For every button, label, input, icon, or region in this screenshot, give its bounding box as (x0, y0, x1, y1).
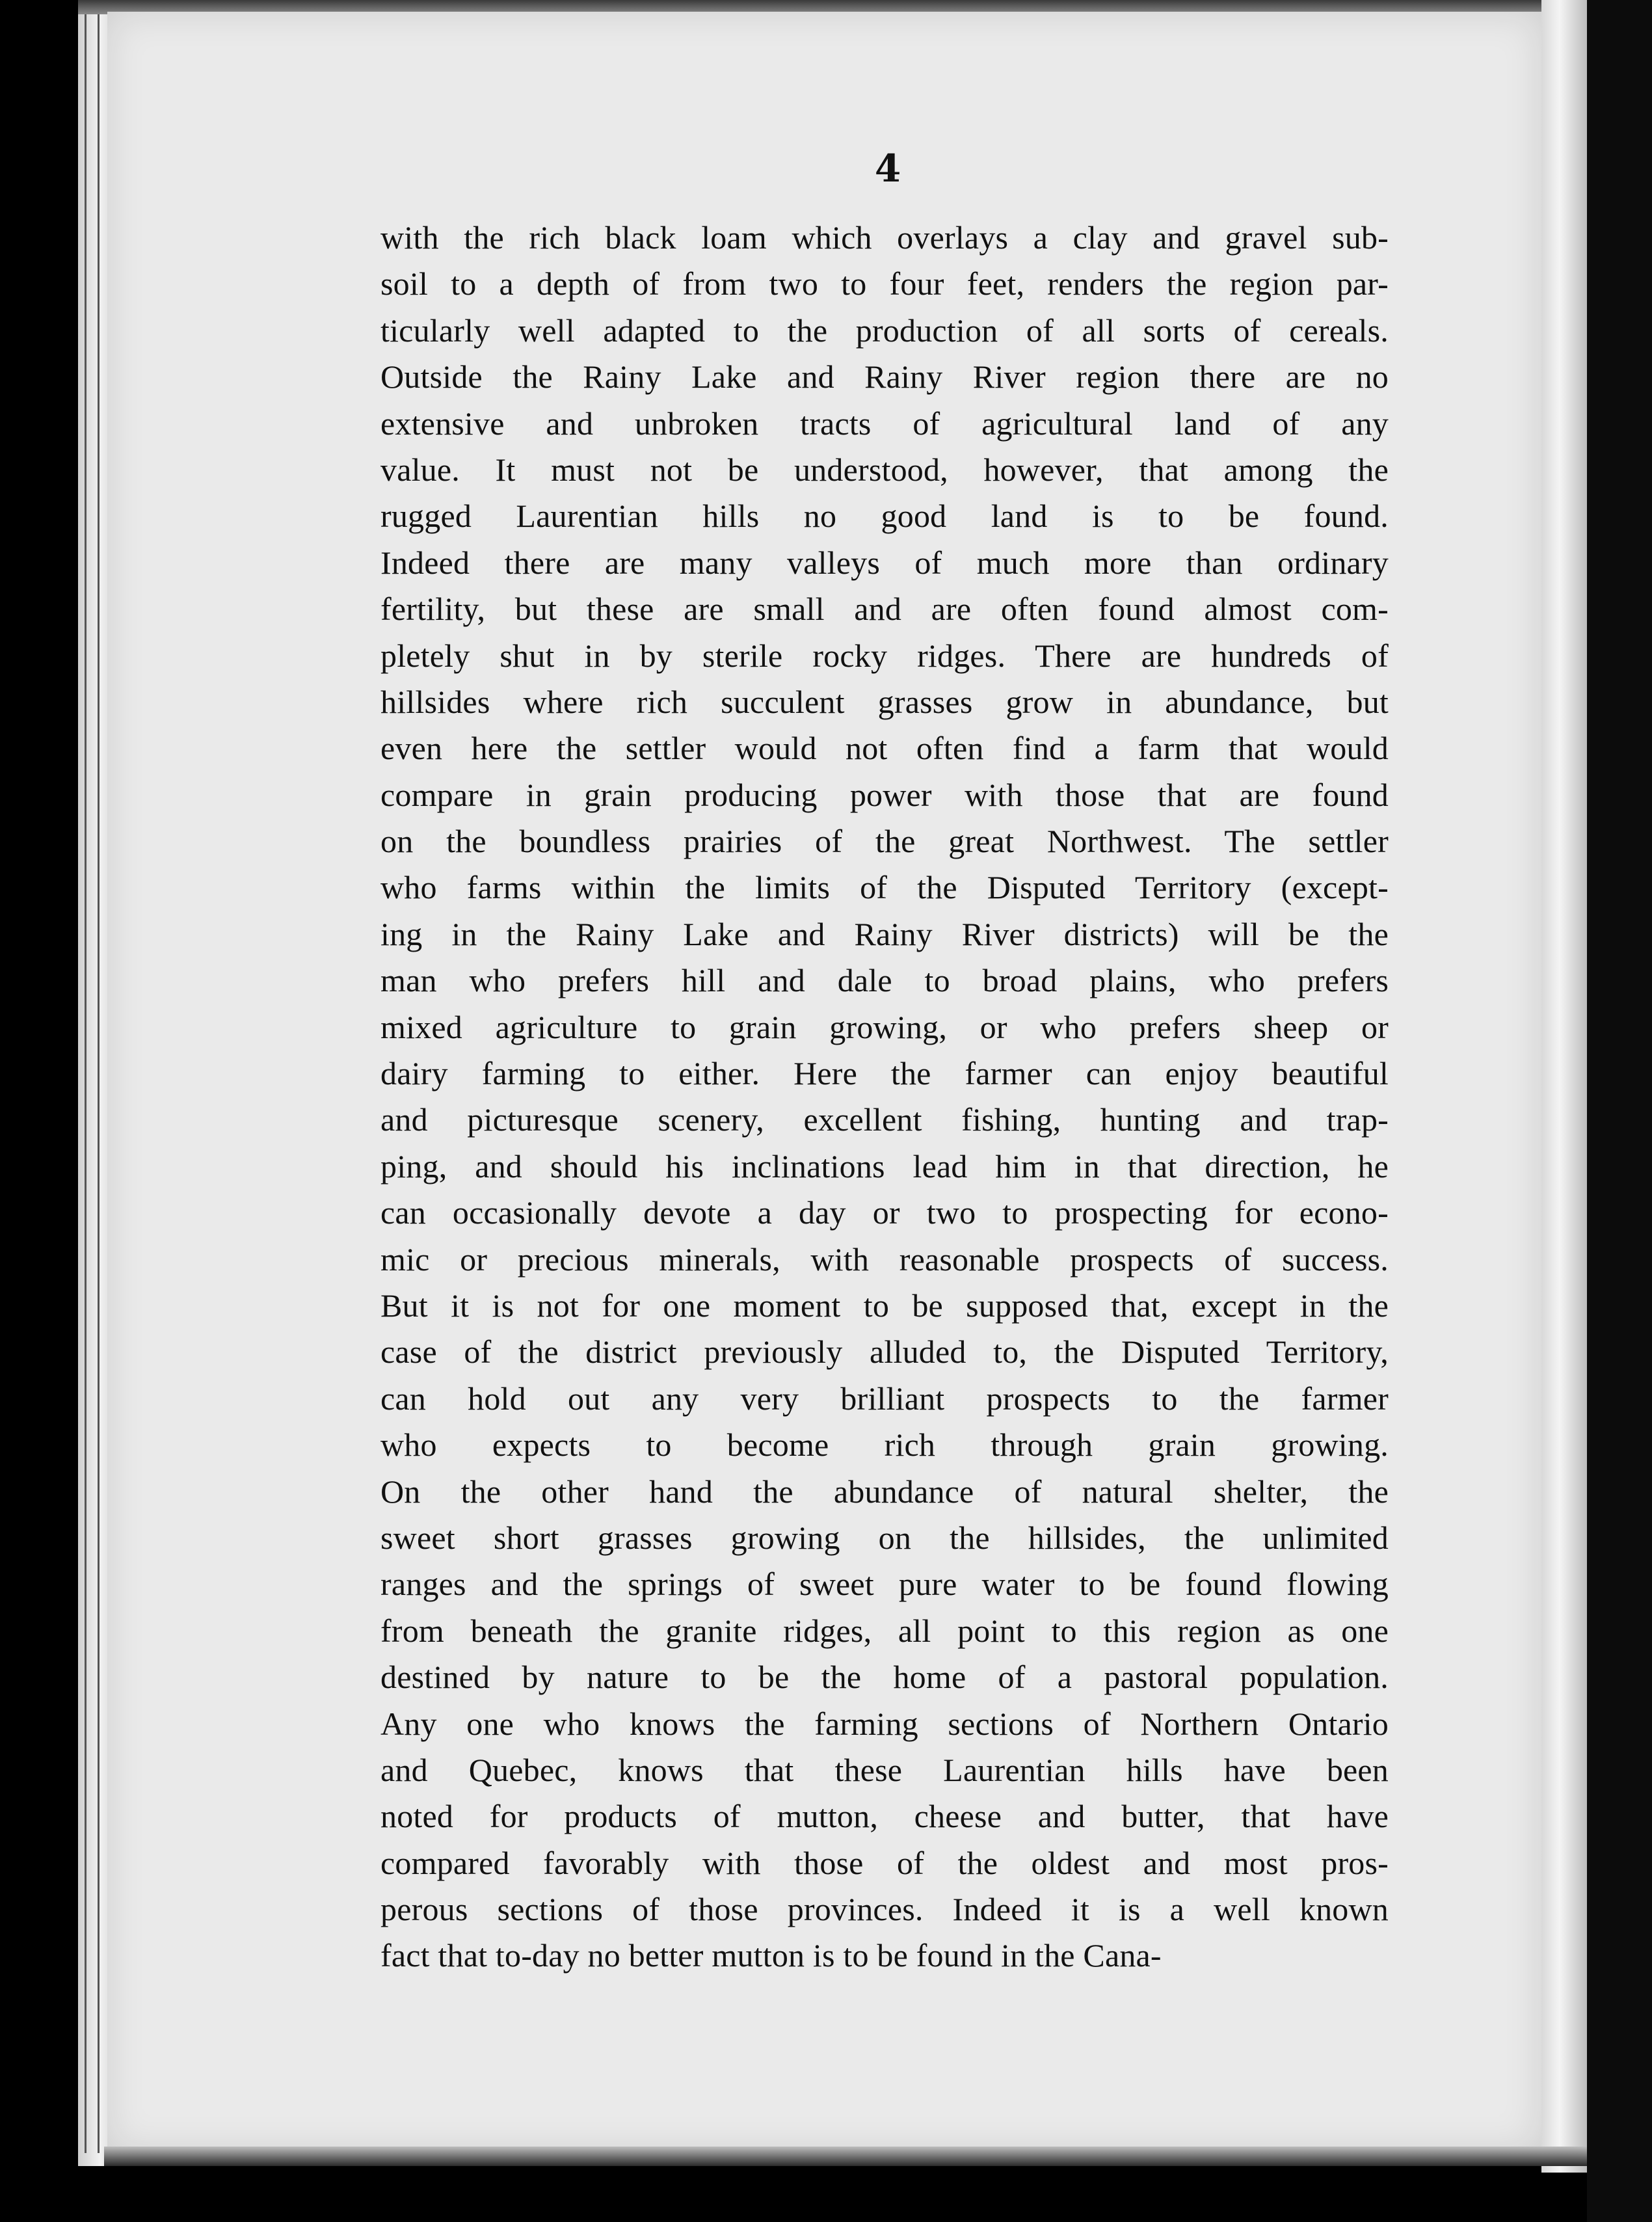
text-line: soil to a depth of from two to four feet, renders the region par- (380, 265, 1389, 302)
text-line: pletely shut in by sterile rocky ridges. There are hundreds of (380, 637, 1389, 674)
body-text (380, 215, 1389, 1979)
text-line: and picturesque scenery, excellent fishing, hunting and trap- (380, 1101, 1389, 1138)
text-line: man who prefers hill and dale to broad plains, who prefers (380, 962, 1389, 999)
page-number: 4 (874, 146, 901, 191)
text-line: ping, and should his inclinations lead him in that direction, he (380, 1147, 1389, 1185)
text-line: hillsides where rich succulent grasses grow in abundance, but (380, 683, 1389, 720)
text-line: and Quebec, knows that these Laurentian hills have been (380, 1751, 1389, 1788)
text-line: noted for products of mutton, cheese and butter, that have (380, 1798, 1389, 1835)
text-line: compare in grain producing power with those that are found (380, 776, 1389, 813)
text-line: fertility, but these are small and are often found almost com- (380, 591, 1389, 628)
text-line: rugged Laurentian hills no good land is to be found. (380, 498, 1389, 535)
text-line: can occasionally devote a day or two to prospecting for econo- (380, 1194, 1389, 1231)
text-line: mixed agriculture to grain growing, or who prefers sheep or (380, 1008, 1389, 1045)
text-line: ticularly well adapted to the production of all sorts of cereals. (380, 312, 1389, 349)
scan-background-right (1587, 0, 1652, 2222)
text-line: Indeed there are many valleys of much more than ordinary (380, 544, 1389, 581)
text-line: ing in the Rainy Lake and Rainy River districts) will be the (380, 915, 1389, 952)
text-line: even here the settler would not often find a farm that would (380, 730, 1389, 767)
right-page-edge (1541, 0, 1587, 2173)
text-line: who farms within the limits of the Disputed Territory (except- (380, 869, 1389, 906)
text-line: from beneath the granite ridges, all point to this region as one (380, 1612, 1389, 1649)
text-line: sweet short grasses growing on the hillsides, the unlimited (380, 1519, 1389, 1556)
text-line: Outside the Rainy Lake and Rainy River region there are no (380, 358, 1389, 395)
text-line: case of the district previously alluded to, the Disputed Territory, (380, 1333, 1389, 1371)
text-line: mic or precious minerals, with reasonable prospects of success. (380, 1240, 1389, 1278)
binding-line (98, 0, 100, 2153)
bottom-edge-shadow (104, 2147, 1587, 2166)
text-line: Any one who knows the farming sections of Northern Ontario (380, 1705, 1389, 1742)
text-line: destined by nature to be the home of a pastoral population. (380, 1659, 1389, 1696)
text-line: fact that to-day no better mutton is to be found in the Cana- (380, 1937, 1162, 1974)
binding-line (85, 0, 87, 2153)
text-line: compared favorably with those of the oldest and most pros- (380, 1844, 1389, 1881)
text-line: On the other hand the abundance of natural shelter, the (380, 1473, 1389, 1510)
text-line: perous sections of those provinces. Indeed it is a well known (380, 1891, 1389, 1928)
text-line: who expects to become rich through grain growing. (380, 1426, 1389, 1464)
text-line: with the rich black loam which overlays a clay and gravel sub- (380, 219, 1389, 256)
text-line: on the boundless prairies of the great Northwest. The settler (380, 823, 1389, 860)
text-line: dairy farming to either. Here the farmer can enjoy beautiful (380, 1055, 1389, 1092)
text-line: can hold out any very brilliant prospects to the farmer (380, 1380, 1389, 1417)
text-line: But it is not for one moment to be supposed that, except in the (380, 1287, 1389, 1324)
text-line: extensive and unbroken tracts of agricultural land of any (380, 405, 1389, 442)
text-line: value. It must not be understood, however, that among the (380, 451, 1389, 488)
text-line: ranges and the springs of sweet pure water to be found flowing (380, 1566, 1389, 1603)
